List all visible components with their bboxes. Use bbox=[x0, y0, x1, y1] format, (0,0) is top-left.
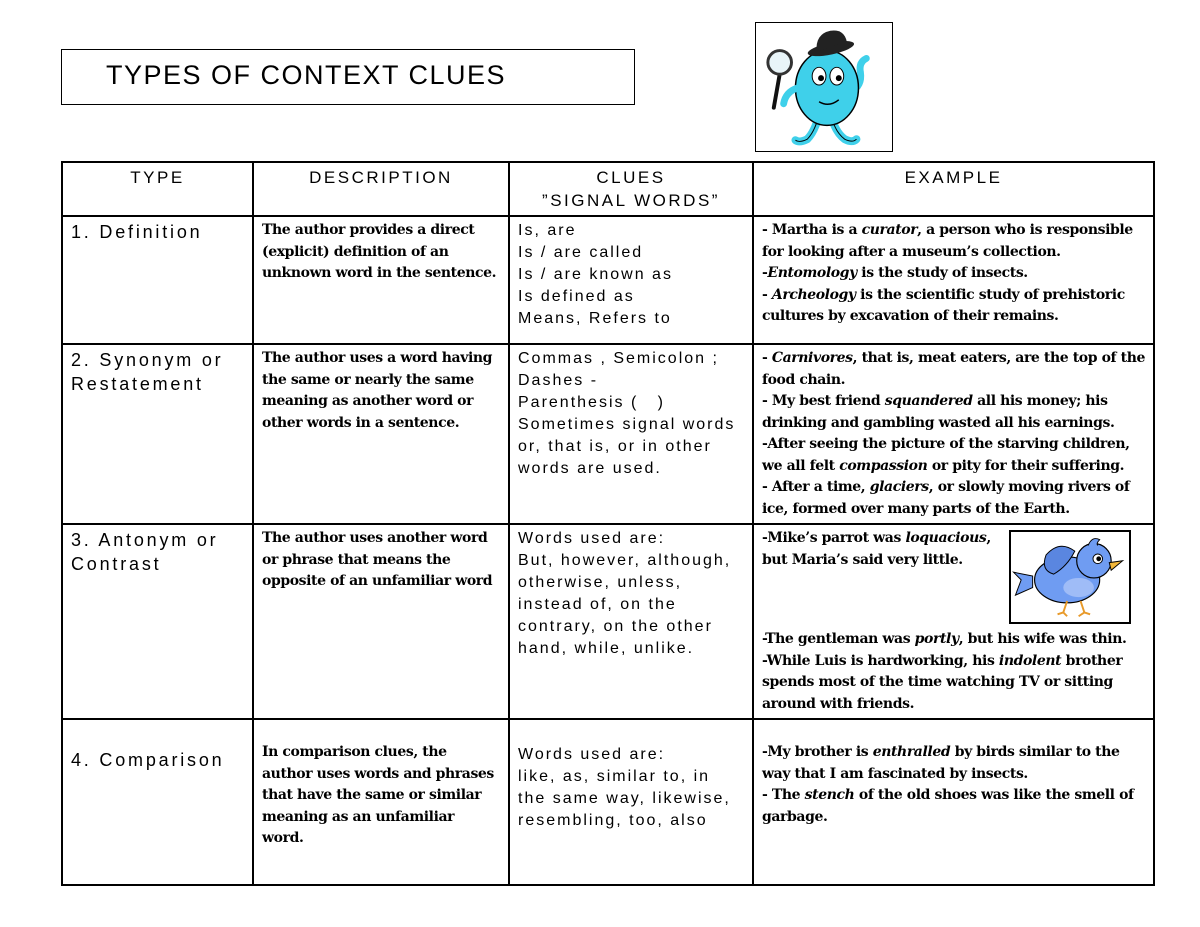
example-cell bbox=[753, 719, 1154, 885]
example-text: by birds similar to the way that I am fascinated by insects. bbox=[762, 744, 1120, 782]
example-text: brother spends most of the time watching TV or sitting around with friends. bbox=[762, 652, 1123, 712]
header-clues-line2: ”SIGNAL WORDS” bbox=[542, 191, 720, 210]
context-clues-table bbox=[61, 161, 1155, 886]
example-text: all his money; his drinking and gambling wasted all his earnings. bbox=[762, 393, 1115, 431]
example-text: is the study of insects. bbox=[856, 265, 1028, 281]
example-text: -My brother is bbox=[762, 744, 873, 760]
example-text: - After a time, bbox=[762, 479, 870, 495]
description-cell: In comparison clues, the author uses words and phrases that have the same or similar meaning as an unfamiliar word. bbox=[253, 719, 509, 885]
clue-line: But, however, although, otherwise, unless, instead of, on the contrary, on the other hand, while, unlike. bbox=[518, 552, 732, 657]
clue-line: Words used are: bbox=[518, 530, 666, 547]
example-cell bbox=[753, 524, 1154, 719]
example-text: - bbox=[762, 286, 772, 303]
example-line bbox=[762, 263, 1145, 285]
example-keyword: indolent bbox=[998, 652, 1062, 669]
bluebird-icon bbox=[1011, 532, 1129, 622]
example-text: - The bbox=[762, 787, 805, 803]
clues-cell bbox=[509, 524, 753, 719]
example-text: - bbox=[762, 265, 768, 281]
example-keyword: loquacious bbox=[905, 530, 987, 546]
example-wrap bbox=[762, 528, 1145, 715]
example-cell bbox=[753, 216, 1154, 344]
title-box bbox=[61, 49, 635, 105]
example-cell bbox=[753, 344, 1154, 524]
example-keyword: enthralled bbox=[872, 744, 951, 760]
clue-line: Sometimes signal words or, that is, or in other words are used. bbox=[518, 416, 736, 477]
mascot-frame bbox=[755, 22, 893, 152]
description-cell: The author uses another word or phrase that means the opposite of an unfamiliar word bbox=[253, 524, 509, 719]
example-text: - bbox=[762, 350, 772, 366]
header-clues-line1: CLUES bbox=[596, 168, 666, 187]
clue-line: Means, Refers to bbox=[518, 310, 672, 327]
example-text: -The gentleman was bbox=[762, 631, 915, 647]
example-text: , a person who is responsible for looking after a museum’s collection. bbox=[762, 222, 1133, 260]
example-text: -After seeing the picture of the starving children, we all felt bbox=[762, 436, 1130, 474]
example-text: or pity for their suffering. bbox=[927, 457, 1125, 474]
example-line bbox=[762, 651, 1145, 716]
example-text: - Martha is a bbox=[762, 222, 862, 238]
clue-line: Is / are known as bbox=[518, 266, 673, 283]
example-keyword: compassion bbox=[839, 457, 928, 474]
page-title: TYPES OF CONTEXT CLUES bbox=[106, 60, 507, 90]
example-text: -While Luis is hardworking, his bbox=[762, 652, 999, 669]
clues-cell bbox=[509, 344, 753, 524]
example-line bbox=[762, 785, 1145, 828]
clue-line: Parenthesis ( ) bbox=[518, 394, 665, 411]
example-text: - My best friend bbox=[762, 393, 885, 409]
example-keyword: glaciers bbox=[869, 479, 929, 495]
clues-cell bbox=[509, 216, 753, 344]
type-cell: 3. Antonym or Contrast bbox=[62, 524, 253, 719]
example-line bbox=[762, 742, 1145, 785]
type-cell: 2. Synonym or Restatement bbox=[62, 344, 253, 524]
clue-line: Dashes - bbox=[518, 372, 599, 389]
table-row bbox=[62, 719, 1154, 885]
header-type: TYPE bbox=[62, 162, 253, 216]
example-line bbox=[762, 434, 1145, 477]
table-row bbox=[62, 524, 1154, 719]
example-line bbox=[762, 477, 1145, 520]
example-keyword: squandered bbox=[884, 393, 973, 409]
example-line bbox=[762, 285, 1145, 328]
table-header-row bbox=[62, 162, 1154, 216]
example-text: , but his wife was thin. bbox=[958, 631, 1127, 647]
header-clues bbox=[509, 162, 753, 216]
header-example: EXAMPLE bbox=[753, 162, 1154, 216]
example-text: , that is, meat eaters, are the top of the food chain. bbox=[762, 350, 1145, 388]
type-cell: 1. Definition bbox=[62, 216, 253, 344]
example-keyword: portly bbox=[914, 631, 959, 647]
example-text: of the old shoes was like the smell of garbage. bbox=[762, 787, 1134, 825]
example-line bbox=[762, 528, 1002, 571]
header-description: DESCRIPTION bbox=[253, 162, 509, 216]
example-text: , or slowly moving rivers of ice, formed over many parts of the Earth. bbox=[762, 479, 1130, 517]
clue-line: like, as, similar to, in the same way, likewise, resembling, too, also bbox=[518, 768, 731, 829]
example-line bbox=[762, 391, 1145, 434]
example-keyword: stench bbox=[804, 787, 855, 803]
detective-mascot-icon bbox=[756, 23, 892, 151]
clue-line: Words used are: bbox=[518, 746, 666, 763]
bird-frame bbox=[1009, 530, 1131, 624]
example-keyword: Archeology bbox=[771, 286, 856, 303]
example-keyword: Carnivores bbox=[771, 350, 853, 366]
example-keyword: Entomology bbox=[767, 265, 857, 281]
clue-line: Is defined as bbox=[518, 288, 635, 305]
clue-line: Is, are bbox=[518, 222, 577, 239]
description-cell: The author uses a word having the same or nearly the same meaning as another word or other words in a sentence. bbox=[253, 344, 509, 524]
table-row bbox=[62, 344, 1154, 524]
table-row bbox=[62, 216, 1154, 344]
example-line bbox=[762, 220, 1145, 263]
example-text: is the scientific study of prehistoric cultures by excavation of their remains. bbox=[762, 286, 1125, 324]
clue-line: Commas , Semicolon ; bbox=[518, 350, 719, 367]
example-line bbox=[762, 348, 1145, 391]
example-text: , but Maria’s said very little. bbox=[762, 530, 991, 568]
clue-line: Is / are called bbox=[518, 244, 644, 261]
clues-cell bbox=[509, 719, 753, 885]
example-text: -Mike’s parrot was bbox=[762, 530, 906, 546]
type-cell: 4. Comparison bbox=[62, 719, 253, 885]
example-line bbox=[762, 629, 1145, 651]
example-keyword: curator bbox=[861, 222, 918, 238]
description-cell: The author provides a direct (explicit) definition of an unknown word in the sentence. bbox=[253, 216, 509, 344]
